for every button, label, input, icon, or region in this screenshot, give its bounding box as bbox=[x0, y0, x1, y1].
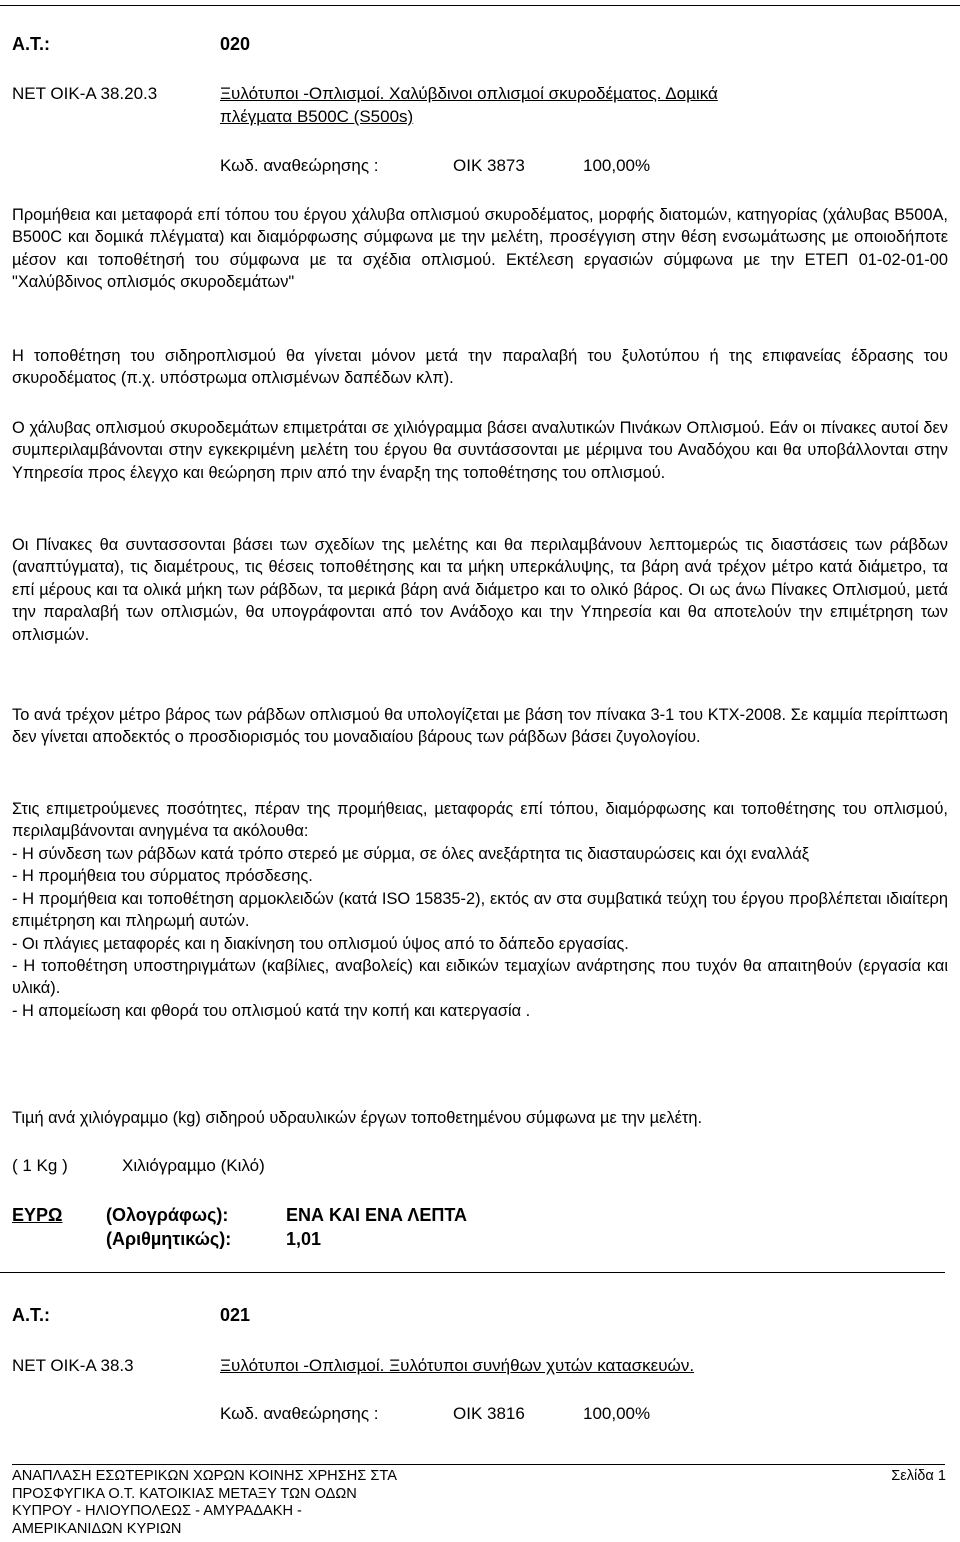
words-label: (Ολογράφως): bbox=[106, 1205, 229, 1225]
paragraph-included: Στις επιµετρούµενες ποσότητες, πέραν της προµήθειας, µεταφοράς επί τόπου, διαµόρφωσης και τοποθέτησης του οπλισµού, περιλαµβάνονται ανηγµένα τα ακόλουθα: bbox=[12, 800, 948, 841]
list-item: - Η προµήθεια και τοποθέτηση αρµοκλειδών (κατά ISO 15835-2), εκτός αν στα συµβατικά τεύχη του έργου προβλέπεται ιδιαίτερη επιµέτρηση και πληρωµή αυτών. bbox=[12, 889, 948, 931]
revision-label: Κωδ. αναθεώρησης : bbox=[220, 156, 379, 175]
paragraph-tables: Οι Πίνακες θα συντασσονται βάσει των σχεδίων της µελέτης και θα περιλαµβάνουν λεπτοµερώς τις διαστάσεις των ράβδων (αναπτύγµατα), τις διαµέτρους, τις θέσεις τοποθέτησης και τα µήκη υπερκάλυψης, τα βάρη ανά τρέχον µέτρο κατά διάµετρο, τα επί µέρους και τα ολικά µήκη των ράβδων, τα µερικά βάρη ανά διάµετρο και το ολικό βάρος. Οι ως άνω Πίνακες Οπλισµού, µετά την παραλαβή των οπλισµών, θα υπογράφονται από τον Ανάδοχο και την Υπηρεσία και θα αποτελούν την επιµέτρηση των οπλισµών. bbox=[12, 536, 948, 644]
digits-label: (Αριθµητικώς): bbox=[106, 1229, 232, 1249]
footer-line: ΠΡΟΣΦΥΓΙΚΑ Ο.Τ. ΚΑΤΟΙΚΙΑΣ ΜΕΤΑΞΥ ΤΩΝ ΟΔΩΝ bbox=[12, 1485, 357, 1502]
at-label-2: Α.Τ.: bbox=[12, 1305, 51, 1325]
paragraph-measurement: Ο χάλυβας οπλισµού σκυροδεµάτων επιµετράται σε χιλιόγραµµα βάσει αναλυτικών Πινάκων Οπλισµού. Εάν οι πίνακες αυτοί δεν συµπεριλαµβάνονται στην εγκεκριµένη µελέτη του έργου θα συντάσσονται µε µέριµνα του Αναδόχου και θα υποβάλλονται στην Υπηρεσία προς έλεγχο και θεώρηση πριν από την έναρξη της τοποθέτησης του οπλισµού. bbox=[12, 419, 948, 482]
at-number-2: 021 bbox=[220, 1305, 251, 1325]
footer-line: ΑΜΕΡΙΚΑΝΙΔΩΝ ΚΥΡΙΩΝ bbox=[12, 1520, 182, 1537]
item-title-2: Ξυλότυποι -Οπλισµοί. Ξυλότυποι συνήθων χυτών κατασκευών. bbox=[220, 1356, 695, 1375]
paragraph-description: Προµήθεια και µεταφορά επί τόπου του έργου χάλυβα οπλισµού σκυροδέµατος, µορφής διατοµών, κατηγορίας (χάλυβας B500A, B500C και δοµικά πλέγµατα) και διαµόρφωσης σύµφωνα µε την µελέτη, προσέγγιση στην θέση ενσωµάτωσης µε οποιοδήποτε µέσον και τοποθέτησή του σύµφωνα µε τα σχέδια οπλισµού. Εκτέλεση εργασιών σύµφωνα µε την ΕΤΕΠ 01-02-01-00 "Χαλύβδινος οπλισµός σκυροδεµάτων" bbox=[12, 206, 948, 292]
revision-label-2: Κωδ. αναθεώρησης : bbox=[220, 1404, 379, 1423]
at-label: Α.Τ.: bbox=[12, 34, 51, 54]
item-title-line2: πλέγµατα Β500C (S500s) bbox=[220, 107, 414, 126]
item-title-line1: Ξυλότυποι -Οπλισµοί. Χαλύβδινοι οπλισµοί σκυροδέµατος. Δοµικά bbox=[220, 84, 718, 103]
unit-price-text: Τιµή ανά χιλιόγραµµο (kg) σιδηρού υδραυλικών έργων τοποθετηµένου σύµφωνα µε την µελέτη. bbox=[12, 1109, 703, 1127]
currency-label: ΕΥΡΩ bbox=[12, 1205, 63, 1225]
digits-value: 1,01 bbox=[286, 1229, 322, 1249]
unit-code: ( 1 Kg ) bbox=[12, 1156, 68, 1175]
unit-name: Χιλιόγραµµο (Κιλό) bbox=[122, 1156, 265, 1175]
at-number: 020 bbox=[220, 34, 251, 54]
footer-rule bbox=[12, 1464, 945, 1465]
revision-code: ΟΙΚ 3873 bbox=[453, 156, 525, 175]
list-item: - Οι πλάγιες µεταφορές και η διακίνηση του οπλισµού ύψος από το δάπεδο εργασίας. bbox=[12, 934, 629, 953]
paragraph-placement: Η τοποθέτηση του σιδηροπλισµού θα γίνεται µόνον µετά την παραλαβή του ξυλοτύπου ή της επιφανείας έδρασης του σκυροδέµατος (π.χ. υπόστρωµα οπλισµένων δαπέδων κλπ). bbox=[12, 347, 948, 388]
footer-line: ΑΝΑΠΛΑΣΗ ΕΣΩΤΕΡΙΚΩΝ ΧΩΡΩΝ ΚΟΙΝΗΣ ΧΡΗΣΗΣ ΣΤΑ bbox=[12, 1468, 397, 1484]
revision-percent-2: 100,00% bbox=[583, 1404, 651, 1423]
paragraph-weight: Το ανά τρέχον µέτρο βάρος των ράβδων οπλισµού θα υπολογίζεται µε βάση τον πίνακα 3-1 του ΚΤΧ-2008. Σε καµµία περίπτωση δεν γίνεται αποδεκτός ο προσδιορισµός του µοναδιαίου βάρους των ράβδων βάσει ζυγολογίου. bbox=[12, 706, 948, 747]
top-rule bbox=[0, 5, 960, 6]
list-item: - Η σύνδεση των ράβδων κατά τρόπο στερεό µε σύρµα, σε όλες ανεξάρτητα τις διασταυρώσεις και όχι εναλλάξ bbox=[12, 845, 810, 863]
footer-project bbox=[12, 1468, 397, 1538]
item-code: ΝΕΤ ΟΙΚ-Α 38.20.3 bbox=[12, 84, 158, 103]
page-number: Σελίδα 1 bbox=[891, 1468, 946, 1484]
item-code-2: ΝΕΤ ΟΙΚ-Α 38.3 bbox=[12, 1356, 134, 1375]
included-list bbox=[12, 843, 948, 1022]
revision-percent: 100,00% bbox=[583, 156, 651, 175]
list-item: - Η αποµείωση και φθορά του οπλισµού κατά την κοπή και κατεργασία . bbox=[12, 1001, 531, 1020]
list-item: - Η προµήθεια του σύρµατος πρόσδεσης. bbox=[12, 867, 313, 886]
item-separator bbox=[0, 1272, 945, 1273]
words-value: ΕΝΑ ΚΑΙ ΕΝΑ ΛΕΠΤΑ bbox=[286, 1205, 468, 1225]
list-item: - Η τοποθέτηση υποστηριγµάτων (καβίλιες, αναβολείς) και ειδικών τεµαχίων ανάρτησης που τυχόν θα απαιτηθούν (εργασία και υλικά). bbox=[12, 957, 948, 998]
revision-code-2: ΟΙΚ 3816 bbox=[453, 1404, 525, 1423]
footer-line: ΚΥΠΡΟΥ - ΗΛΙΟΥΠΟΛΕΩΣ - ΑΜΥΡΑΔΑΚΗ - bbox=[12, 1503, 302, 1520]
